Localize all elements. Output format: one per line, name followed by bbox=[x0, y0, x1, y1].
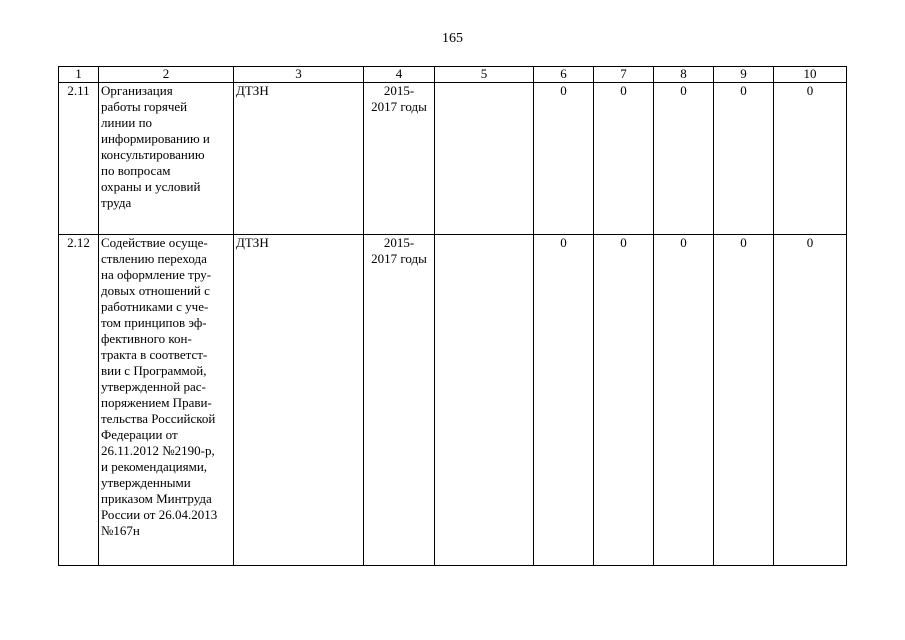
measure-name-line: фективного кон- bbox=[101, 331, 192, 346]
measure-name-line: консультированию bbox=[101, 147, 205, 162]
term-line: 2017 годы bbox=[371, 251, 427, 266]
measure-name-line: утвержденной рас- bbox=[101, 379, 206, 394]
measure-name-line: информированию и bbox=[101, 131, 210, 146]
column-header: 7 bbox=[594, 67, 654, 83]
item-number: 2.12 bbox=[59, 235, 99, 566]
value-cell: 0 bbox=[594, 235, 654, 566]
measure-name-line: труда bbox=[101, 195, 132, 210]
measure-name-line: ствлению перехода bbox=[101, 251, 207, 266]
value-cell: 0 bbox=[534, 83, 594, 235]
executor: ДТЗН bbox=[234, 235, 364, 566]
measure-name-line: №167н bbox=[101, 523, 140, 538]
measure-name-line: и рекомендациями, bbox=[101, 459, 208, 474]
table-row bbox=[59, 83, 847, 235]
measure-name-line: на оформление тру- bbox=[101, 267, 212, 282]
item-number: 2.11 bbox=[59, 83, 99, 235]
term-line: 2015- bbox=[383, 235, 415, 250]
measure-name-line: охраны и условий bbox=[101, 179, 201, 194]
term-line: 2015- bbox=[383, 83, 415, 98]
value-cell: 0 bbox=[714, 235, 774, 566]
column-header: 8 bbox=[654, 67, 714, 83]
value-cell: 0 bbox=[714, 83, 774, 235]
term bbox=[364, 83, 435, 235]
measure-name-line: Организация bbox=[101, 83, 173, 98]
executor: ДТЗН bbox=[234, 83, 364, 235]
measure-name-line: приказом Минтруда bbox=[101, 491, 212, 506]
table-row bbox=[59, 235, 847, 566]
measure-name-line: линии по bbox=[101, 115, 153, 130]
column-header: 5 bbox=[435, 67, 534, 83]
measure-name-line: Федерации от bbox=[101, 427, 178, 442]
measure-name-line: поряжением Прави- bbox=[101, 395, 212, 410]
measures-table bbox=[58, 66, 847, 566]
value-cell: 0 bbox=[774, 235, 847, 566]
value-cell: 0 bbox=[774, 83, 847, 235]
value-cell: 0 bbox=[654, 235, 714, 566]
column-header: 10 bbox=[774, 67, 847, 83]
measure-name bbox=[99, 83, 234, 235]
measure-name-line: по вопросам bbox=[101, 163, 171, 178]
value-cell: 0 bbox=[534, 235, 594, 566]
column-header: 2 bbox=[99, 67, 234, 83]
column-header: 9 bbox=[714, 67, 774, 83]
measure-name-line: Содействие осуще- bbox=[101, 235, 208, 250]
column-header: 4 bbox=[364, 67, 435, 83]
column-header: 1 bbox=[59, 67, 99, 83]
measure-name bbox=[99, 235, 234, 566]
term-line: 2017 годы bbox=[371, 99, 427, 114]
measure-name-line: работы горячей bbox=[101, 99, 188, 114]
empty-cell bbox=[435, 235, 534, 566]
measure-name-line: 26.11.2012 №2190-р, bbox=[101, 443, 215, 458]
measure-name-line: тракта в соответст- bbox=[101, 347, 208, 362]
measure-name-line: работниками с уче- bbox=[101, 299, 209, 314]
measure-name-line: утвержденными bbox=[101, 475, 191, 490]
value-cell: 0 bbox=[654, 83, 714, 235]
column-header: 3 bbox=[234, 67, 364, 83]
measure-name-line: России от 26.04.2013 bbox=[101, 507, 218, 522]
measure-name-line: тельства Российской bbox=[101, 411, 216, 426]
column-header: 6 bbox=[534, 67, 594, 83]
header-row bbox=[59, 67, 847, 83]
term bbox=[364, 235, 435, 566]
measure-name-line: довых отношений с bbox=[101, 283, 210, 298]
measure-name-line: вии с Программой, bbox=[101, 363, 207, 378]
empty-cell bbox=[435, 83, 534, 235]
page-number: 165 bbox=[442, 31, 463, 46]
value-cell: 0 bbox=[594, 83, 654, 235]
measure-name-line: том принципов эф- bbox=[101, 315, 207, 330]
